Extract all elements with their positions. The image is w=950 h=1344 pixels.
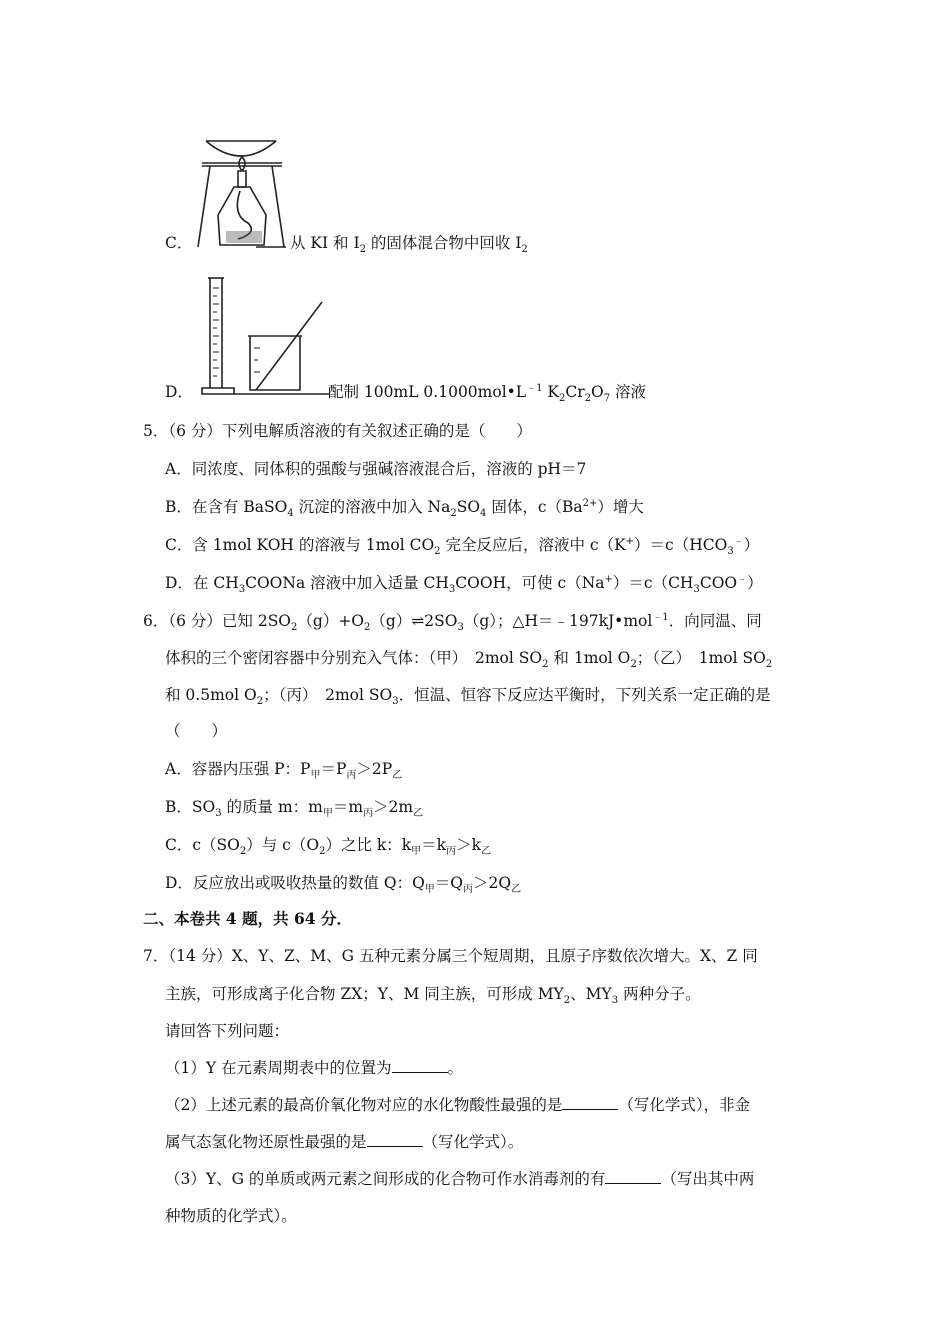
answer-blank: [367, 1132, 423, 1147]
q7-part-1: （1）Y 在元素周期表中的位置为 。: [165, 1059, 464, 1077]
option-letter: C．: [165, 234, 193, 252]
q6-stem-line-4: （ ）: [165, 722, 228, 740]
q6-stem-line-2: 体积的三个密闭容器中分别充入气体：（甲） 2mol $SO_2$ 和 1mol $O_2$；（乙） 1mol $SO_2$: [165, 649, 773, 671]
answer-blank: [562, 1095, 618, 1110]
q7-part-3: （3）Y、G 的单质或两元素之间形成的化合物可作水消毒剂的有 （写出其中两: [165, 1170, 755, 1188]
q4-option-d: [165, 382, 193, 402]
section-2-heading: 二、本卷共 4 题，共 64 分．: [143, 909, 352, 928]
volumetric-preparation-figure: [196, 272, 330, 398]
q6-option-b: B．$SO_3$ 的质量 m：$m_甲=m_丙>2m_乙$: [165, 798, 424, 820]
answer-blank: [392, 1058, 448, 1073]
q6-option-a: A．容器内压强 P：$P_甲=P_丙>2P_乙$: [165, 760, 403, 782]
q6-option-c: C．$c(SO_2)$与 $c(O_2)$之比 k：$k_甲=k_丙>k_乙$: [165, 836, 491, 858]
q6-stem-line-1: 6．（6 分）已知 $2SO_2(g)+O_2(g)\rightleftharpoons 2SO_3(g)$；△H＝﹣197kJ•mol$^{﹣1}$．向同温、同: [143, 611, 762, 634]
q7-part-2-cont: 属气态氢化物还原性最强的是 （写化学式）。: [165, 1133, 524, 1151]
q7-part-2: （2）上述元素的最高价氧化物对应的水化物酸性最强的是 （写化学式），非金: [165, 1096, 751, 1114]
q4-option-c: [165, 233, 192, 253]
q7-part-3-cont: 种物质的化学式）。: [165, 1207, 297, 1225]
q4-option-c-text: 从 KI 和 $I_2$ 的固体混合物中回收 $I_2$: [290, 234, 528, 256]
q6-option-d: D．反应放出或吸收热量的数值 Q：$Q_甲=Q_丙>2Q_乙$: [165, 874, 522, 896]
q7-instruction: 请回答下列问题：: [165, 1022, 290, 1040]
q7-stem-line-2: 主族，可形成离子化合物 ZX；Y、M 同主族，可形成 $MY_2$、$MY_3$ 两种分子。: [165, 985, 701, 1007]
q5-option-b: B．在含有 BaSO$_4$ 沉淀的溶液中加入 $Na_2SO_4$ 固体，$c(Ba^{2+})$增大: [165, 497, 644, 520]
q7-stem-line-1: 7．（14 分）X、Y、Z、M、G 五种元素分属三个短周期，且原子序数依次增大。X、Z 同: [143, 947, 758, 965]
q4-option-d-text: 配制 100mL $0.1000mol•L^{﹣1}$ $K_2Cr_2O_7$ 溶液: [328, 382, 647, 405]
q5-option-d: D．在 $CH_3COONa$ 溶液中加入适量 $CH_3COOH$，可使 $c(Na^+)=c(CH_3COO^﹣)$: [165, 573, 763, 596]
q5-option-a: A．同浓度、同体积的强酸与强碱溶液混合后，溶液的 pH＝7: [165, 460, 587, 478]
q5-stem: 5．（6 分）下列电解质溶液的有关叙述正确的是（ ）: [143, 422, 532, 440]
option-letter: D．: [165, 383, 193, 401]
q6-stem-line-3: 和 0.5mol $O_2$；（丙） 2mol $SO_3$．恒温、恒容下反应达平衡时，下列关系一定正确的是: [165, 686, 771, 708]
answer-blank: [605, 1169, 661, 1184]
q5-option-c: C．含 1mol KOH 的溶液与 1mol $CO_2$ 完全反应后，溶液中 $c(K^+)=c(HCO_3^﹣)$: [165, 535, 760, 558]
evaporation-apparatus-figure: [196, 135, 291, 253]
